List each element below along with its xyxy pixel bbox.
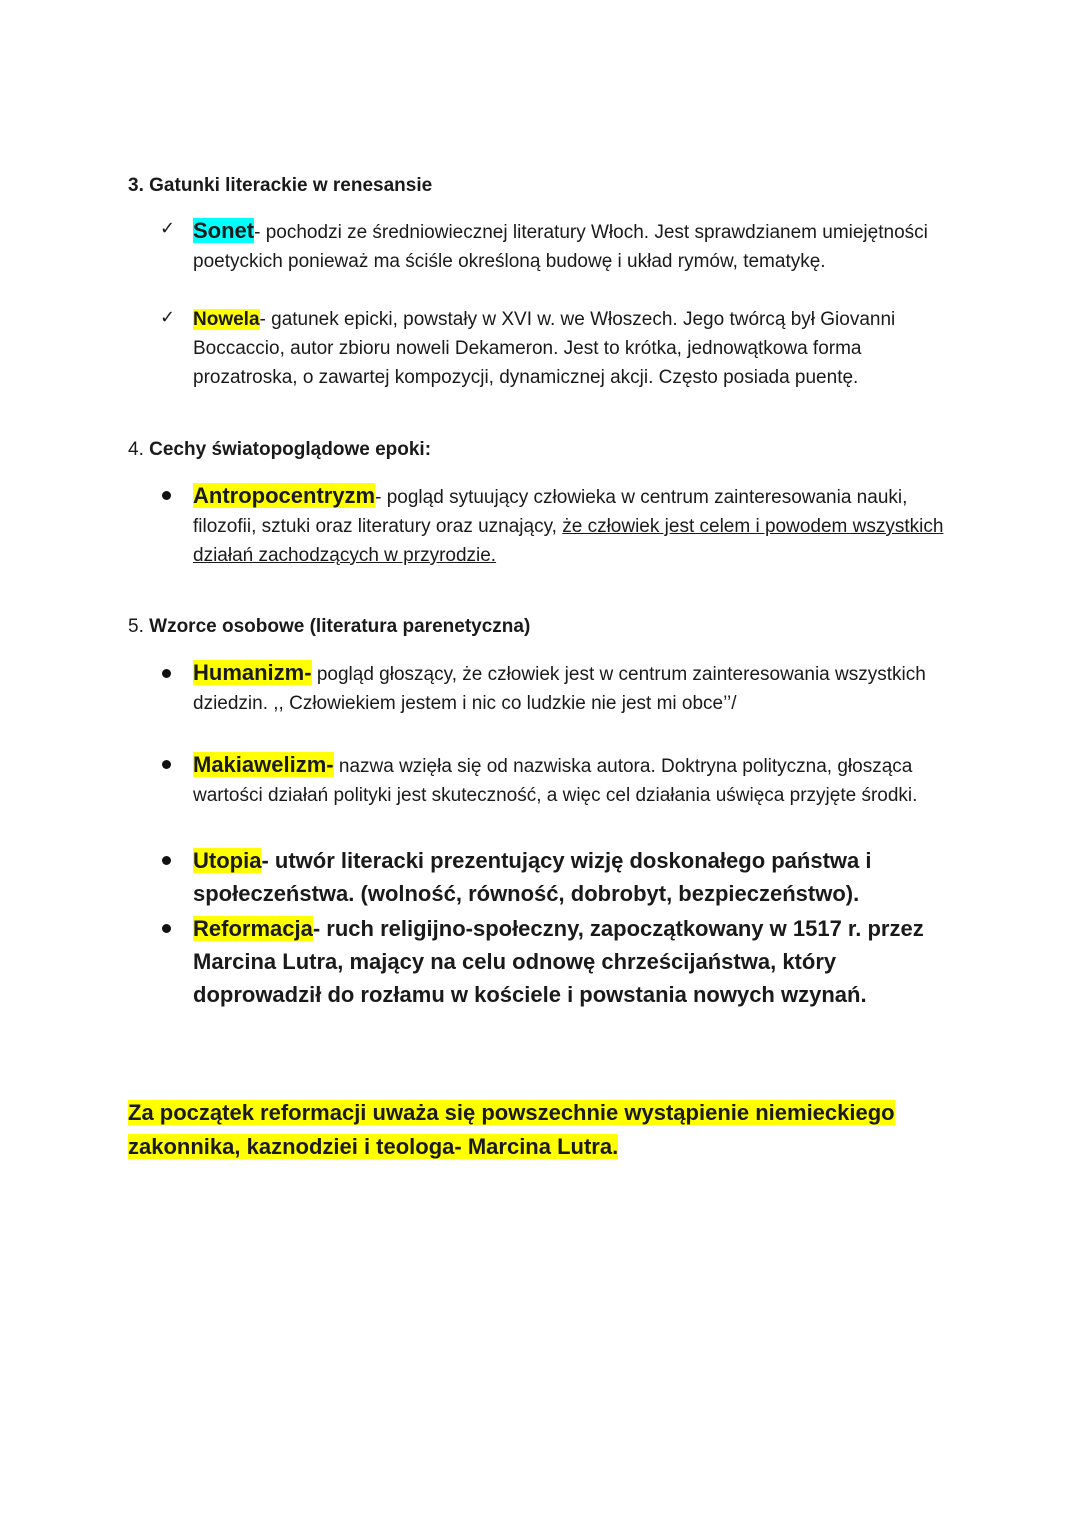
term-makiawelizm: Makiawelizm- bbox=[193, 752, 334, 777]
term-antropocentryzm: Antropocentryzm bbox=[193, 483, 376, 508]
definition-antropocentryzm-underlined: że człowiek jest celem i powodem wszystkich działań zachodzących w przyrodzie. bbox=[193, 516, 944, 566]
term-reformacja: Reformacja bbox=[193, 916, 313, 941]
list-item-sonet bbox=[193, 216, 963, 276]
checkmark-icon: ✓ bbox=[160, 218, 176, 238]
section-5-heading bbox=[128, 616, 530, 638]
list-item-humanizm bbox=[193, 658, 963, 718]
term-utopia: Utopia bbox=[193, 848, 262, 873]
section-3-heading bbox=[128, 175, 432, 197]
checkmark-icon: ✓ bbox=[160, 307, 176, 327]
term-nowela: Nowela bbox=[193, 309, 260, 330]
section-3-number: 3. bbox=[128, 175, 144, 196]
definition-makiawelizm: nazwa wzięła się od nazwiska autora. Doktryna polityczna, głosząca wartości działań polityki jest skuteczność, a więc cel działania uświęca przyjęte środki. bbox=[193, 756, 918, 806]
bullet-icon bbox=[162, 924, 171, 933]
definition-sonet: - pochodzi ze średniowiecznej literatury Włoch. Jest sprawdzianem umiejętności poetyckich ponieważ ma ściśle określoną budowę i układ rymów, tematykę. bbox=[193, 222, 928, 272]
section-4-heading bbox=[128, 439, 431, 461]
conclusion-text: Za początek reformacji uważa się powszechnie wystąpienie niemieckiego zakonnika, kaznodziei i teologa- Marcina Lutra. bbox=[128, 1100, 895, 1159]
conclusion-note bbox=[128, 1096, 928, 1164]
list-item-nowela bbox=[193, 305, 963, 392]
list-item-antropocentryzm bbox=[193, 481, 963, 570]
definition-humanizm: pogląd głoszący, że człowiek jest w centrum zainteresowania wszystkich dziedzin. ,, Człowiekiem jestem i nic co ludzkie nie jest mi obce’’/ bbox=[193, 664, 926, 714]
list-item-utopia bbox=[193, 844, 963, 910]
definition-utopia: - utwór literacki prezentujący wizję doskonałego państwa i społeczeństwa. (wolność, równość, dobrobyt, bezpieczeństwo). bbox=[193, 848, 872, 906]
bullet-icon bbox=[162, 760, 171, 769]
term-sonet: Sonet bbox=[193, 218, 255, 243]
list-item-makiawelizm bbox=[193, 750, 963, 810]
bullet-icon bbox=[162, 491, 171, 500]
section-3-title: Gatunki literackie w renesansie bbox=[149, 175, 433, 196]
definition-antropocentryzm: - pogląd sytuujący człowieka w centrum zainteresowania nauki, filozofii, sztuki oraz literatury oraz uznający, bbox=[193, 487, 908, 537]
bullet-icon bbox=[162, 669, 171, 678]
section-5-number: 5. bbox=[128, 616, 144, 637]
section-5-title: Wzorce osobowe (literatura parenetyczna) bbox=[149, 616, 531, 637]
section-4-number: 4. bbox=[128, 439, 144, 460]
definition-nowela: - gatunek epicki, powstały w XVI w. we Włoszech. Jego twórcą był Giovanni Boccaccio, autor zbioru noweli Dekameron. Jest to krótka, jednowątkowa forma prozatroska, o zawartej kompozycji, dynamicznej akcji. Często posiada puentę. bbox=[193, 309, 896, 388]
section-4-title: Cechy światopoglądowe epoki: bbox=[149, 439, 432, 460]
list-item-reformacja bbox=[193, 912, 963, 1011]
bullet-icon bbox=[162, 856, 171, 865]
definition-reformacja: - ruch religijno-społeczny, zapoczątkowany w 1517 r. przez Marcina Lutra, mający na celu odnowę chrześcijaństwa, który doprowadził do rozłamu w kościele i powstania nowych wzynań. bbox=[193, 916, 924, 1007]
term-humanizm: Humanizm- bbox=[193, 660, 312, 685]
